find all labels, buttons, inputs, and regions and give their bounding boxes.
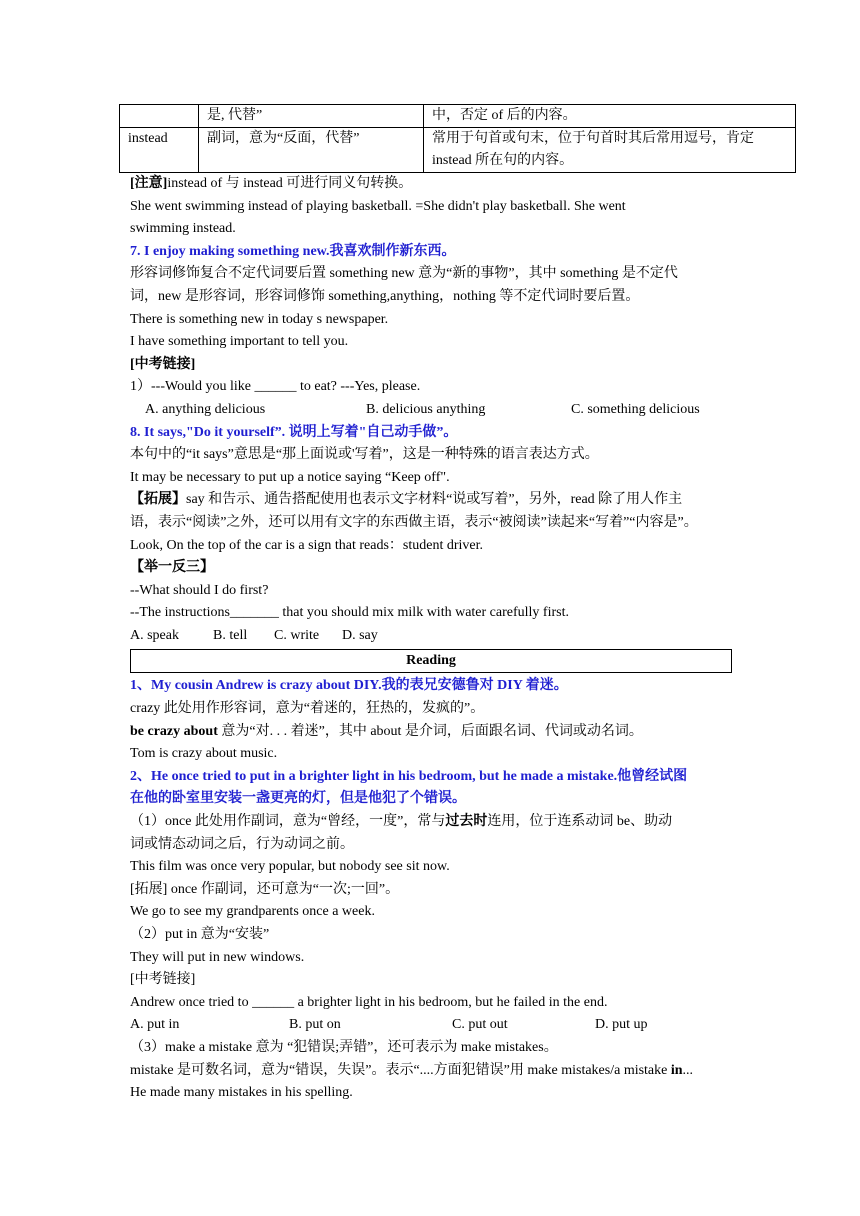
question-line: Andrew once tried to ______ a brighter light in his bedroom, but he failed in the end. (130, 994, 608, 1010)
options-line (130, 1014, 732, 1037)
section-heading-8: 8. It says,"Do it yourself”. 说明上写着"自己动手做”。 (130, 424, 458, 440)
extension-line: [拓展] once 作副词，还可意为“一次;一回”。 (130, 881, 400, 897)
example-sentence: It may be necessary to put up a notice saying “Keep off". (130, 469, 450, 485)
exam-link-label: [中考链接] (130, 356, 196, 372)
table-cell: 中，否定 of 后的内容。 (424, 105, 796, 128)
extension-text: say 和告示、通告搭配使用也表示文字材料“说或写着”，另外，read 除了用人作主 (186, 492, 683, 508)
preposition-bold: in (670, 1062, 683, 1078)
example-sentence: She went swimming instead of playing basketball. =She didn't play basketball. She went (130, 198, 626, 214)
tense-bold: 过去时 (445, 814, 488, 830)
explanation-line: （3）make a mistake 意为 “犯错误;弄错”，还可表示为 make mistakes。 (130, 1039, 558, 1055)
question-line: 1）---Would you like ______ to eat? ---Yes, please. (130, 379, 421, 395)
reading-heading-2-cont: 在他的卧室里安装一盏更亮的灯，但是他犯了个错误。 (130, 791, 466, 807)
option-c: C. put out (452, 1017, 508, 1033)
example-sentence: He made many mistakes in his spelling. (130, 1085, 353, 1101)
option-b: B. delicious anything (366, 401, 486, 417)
explanation-line: 形容词修饰复合不定代词要后置 something new 意为“新的事物”，其中 something 是不定代 (130, 266, 678, 282)
example-sentence: I have something important to tell you. (130, 334, 349, 350)
option-a: A. anything delicious (145, 401, 266, 417)
document-body (130, 173, 732, 1105)
explanation-line (130, 721, 732, 744)
table-row (120, 105, 796, 128)
explanation-line: crazy 此处用作形容词，意为“着迷的，狂热的，发疯的”。 (130, 701, 485, 717)
example-sentence: Tom is crazy about music. (130, 746, 278, 762)
option-a: A. put in (130, 1017, 180, 1033)
explanation-text: 意为“对. . . 着迷”，其中 about 是介词，后面跟名词、代词或动名词。 (217, 723, 643, 739)
explanation-line: 词，new 是形容词，形容词修饰 something,anything，nothing 等不定代词时要后置。 (130, 288, 640, 304)
reading-heading-2: 2、He once tried to put in a brighter light in his bedroom, but he made a mistake.他曾经试图 (130, 768, 688, 784)
cell-text: instead 所在句的内容。 (432, 153, 574, 168)
example-sentence: This film was once very popular, but nobody see sit now. (130, 859, 450, 875)
question-line: --What should I do first? (130, 582, 269, 598)
explanation-line: 本句中的“it says”意思是“那上面说或'写着”，这是一种特殊的语言表达方式。 (130, 447, 599, 463)
table-cell (120, 105, 199, 128)
example-sentence: Look, On the top of the car is a sign that reads：student driver. (130, 537, 484, 553)
explanation-text: 连用，位于连系动词 be、助动 (487, 814, 673, 830)
extension-label: 【拓展】 (130, 492, 186, 508)
explanation-line: （2）put in 意为“安装” (130, 927, 270, 942)
option-d: D. say (342, 627, 378, 643)
explanation-text: （1）once 此处用作副词，意为“曾经，一度”，常与 (130, 814, 446, 830)
table-cell (424, 128, 796, 173)
option-c: C. write (274, 627, 320, 643)
table-row (120, 128, 796, 173)
explanation-line (130, 811, 732, 834)
option-d: D. put up (595, 1017, 648, 1033)
explanation-line: 语，表示“阅读”之外，还可以用有文字的东西做主语，表示“被阅读”读起来“写着”“内容是”。 (130, 514, 698, 530)
section-heading-7: 7. I enjoy making something new.我喜欢制作新东西。 (130, 243, 456, 259)
table-cell: instead (120, 128, 199, 173)
example-sentence: We go to see my grandparents once a week. (130, 904, 375, 920)
reading-heading-1: 1、My cousin Andrew is crazy about DIY.我的表兄安德鲁对 DIY 着迷。 (130, 678, 568, 694)
option-c: C. something delicious (571, 401, 700, 417)
explanation-line: 词或情态动词之后，行为动词之前。 (130, 836, 354, 852)
reading-section-header: Reading (130, 649, 732, 673)
option-b: B. tell (213, 627, 248, 643)
practice-label: 【举一反三】 (130, 560, 214, 576)
note-line (130, 173, 732, 196)
explanation-line (130, 1060, 732, 1083)
phrase-bold: be crazy about (130, 723, 218, 739)
note-label: [注意] (130, 176, 168, 191)
note-text: instead of 与 instead 可进行同义句转换。 (167, 176, 413, 191)
options-line (130, 625, 732, 648)
explanation-text: ... (682, 1062, 694, 1078)
example-sentence: There is something new in today s newspaper. (130, 311, 389, 327)
exam-link-label: [中考链接] (130, 972, 196, 988)
table-cell: 副词，意为“反面，代替” (199, 128, 424, 173)
explanation-text: mistake 是可数名词，意为“错误，失误”。表示“....方面犯错误”用 make mistakes/a mistake (130, 1062, 671, 1078)
example-sentence: swimming instead. (130, 221, 236, 237)
comparison-table (119, 104, 796, 173)
options-line (130, 399, 732, 422)
option-a: A. speak (130, 627, 179, 643)
table-cell: 是, 代替” (199, 105, 424, 128)
option-b: B. put on (289, 1017, 341, 1033)
extension-line (130, 489, 732, 512)
example-sentence: They will put in new windows. (130, 949, 305, 965)
cell-text: 常用于句首或句末，位于句首时其后常用逗号，肯定 (432, 131, 754, 146)
question-line: --The instructions_______ that you should mix milk with water carefully first. (130, 605, 569, 621)
